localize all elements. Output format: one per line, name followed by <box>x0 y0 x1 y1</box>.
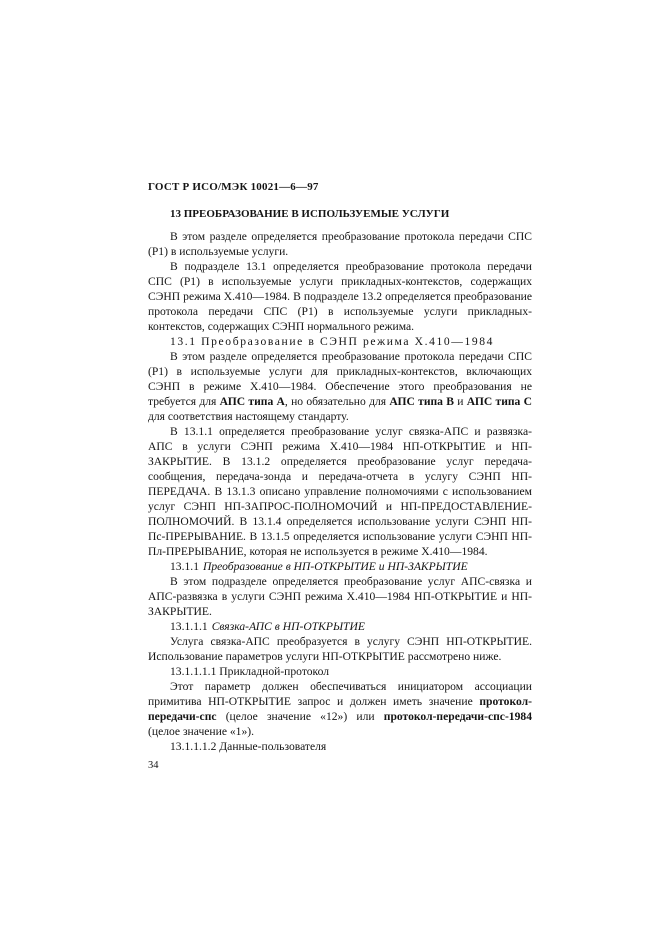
text-run: (целое значение «12») или <box>216 710 384 723</box>
heading-number: 13.1.1.1 <box>170 620 208 633</box>
paragraph-13-1-overview: В 13.1.1 определяется преобразование услуг связка-АПС и развязка-АПС в услуги СЭНП режима Х.410—1984 НП-ОТКРЫТИЕ и НП-ЗАКРЫТИЕ. В 13.1.2 определяется преобразование услуг передача-сообщения, передача-зонда и передача-отчета в услугу СЭНП НП-ПЕРЕДАЧА. В 13.1.3 описано управление полномочиями с использованием услуг СЭНП НП-ЗАПРОС-ПОЛНОМОЧИЙ и НП-ПРЕДОСТАВЛЕНИЕ-ПОЛНОМОЧИЙ. В 13.1.4 определяется использование услуги СЭНП НП-Пс-ПРЕРЫВАНИЕ. В 13.1.5 определяется использование услуги СЭНП НП-Пл-ПРЕРЫВАНИЕ, которая не используется в режиме Х.410—1984. <box>148 425 532 558</box>
document-page <box>148 180 532 754</box>
paragraph-13-1-1-1-1 <box>148 679 532 739</box>
heading-13-1-1 <box>148 559 532 574</box>
text-run: Этот параметр должен обеспечиваться инициатором ассоциации примитива НП-ОТКРЫТИЕ запрос и должен иметь значение <box>148 680 532 708</box>
heading-13-1: 13.1 Преобразование в СЭНП режима Х.410—1984 <box>170 335 495 348</box>
emphasis-protocol-value: протокол-передачи-спс <box>148 695 532 723</box>
text-run: для соответствия настоящему стандарту. <box>148 410 349 423</box>
paragraph-13-1-1-1: Услуга связка-АПС преобразуется в услугу СЭНП НП-ОТКРЫТИЕ. Использование параметров услуги НП-ОТКРЫТИЕ рассмотрено ниже. <box>148 635 532 663</box>
heading-13-1-1-1-2: 13.1.1.1.2 Данные-пользователя <box>170 740 327 753</box>
paragraph-13-1-intro <box>148 349 532 424</box>
paragraph-13-1-1: В этом подразделе определяется преобразование услуг АПС-связка и АПС-развязка в услуги СЭНП режима Х.410—1984 НП-ОТКРЫТИЕ и НП-ЗАКРЫТИЕ. <box>148 575 532 618</box>
emphasis-aps-type-a: АПС типа А <box>219 395 285 408</box>
paragraph-intro: В этом разделе определяется преобразование протокола передачи СПС (Р1) в используемые услуги. <box>148 230 532 258</box>
text-run: и <box>453 395 467 408</box>
document-code: ГОСТ Р ИСО/МЭК 10021—6—97 <box>148 181 319 193</box>
heading-text: Связка-АПС в НП-ОТКРЫТИЕ <box>211 620 365 633</box>
text-run: , но обязательно для <box>284 395 390 408</box>
emphasis-aps-type-c: АПС типа С <box>466 395 532 408</box>
paragraph-subsections: В подразделе 13.1 определяется преобразование протокола передачи СПС (Р1) в используемые услуги прикладных-контекстов, содержащих СЭНП режима Х.410—1984. В подразделе 13.2 определяется преобразование протокола передачи СПС (Р1) в используемые услуги прикладных-контекстов, содержащих СЭНП нормального режима. <box>148 260 532 333</box>
emphasis-protocol-1984-value: протокол-передачи-спс-1984 <box>383 710 532 723</box>
heading-text: Преобразование в НП-ОТКРЫТИЕ и НП-ЗАКРЫТИЕ <box>202 560 468 573</box>
page-number: 34 <box>148 760 159 771</box>
heading-number: 13.1.1 <box>170 560 199 573</box>
emphasis-aps-type-b: АПС типа В <box>389 395 454 408</box>
text-run: В этом разделе определяется преобразование протокола передачи СПС (Р1) в используемые услуги для прикладных-контекстов, включающих СЭНП в режиме Х.410—1984. Обеспечение этого преобразования не требуется для <box>148 350 532 408</box>
text-run: (целое значение «1»). <box>148 725 255 738</box>
heading-13-1-1-1 <box>148 619 532 634</box>
section-title: 13 ПРЕОБРАЗОВАНИЕ В ИСПОЛЬЗУЕМЫЕ УСЛУГИ <box>170 208 450 220</box>
heading-13-1-1-1-1: 13.1.1.1.1 Прикладной-протокол <box>170 665 330 678</box>
